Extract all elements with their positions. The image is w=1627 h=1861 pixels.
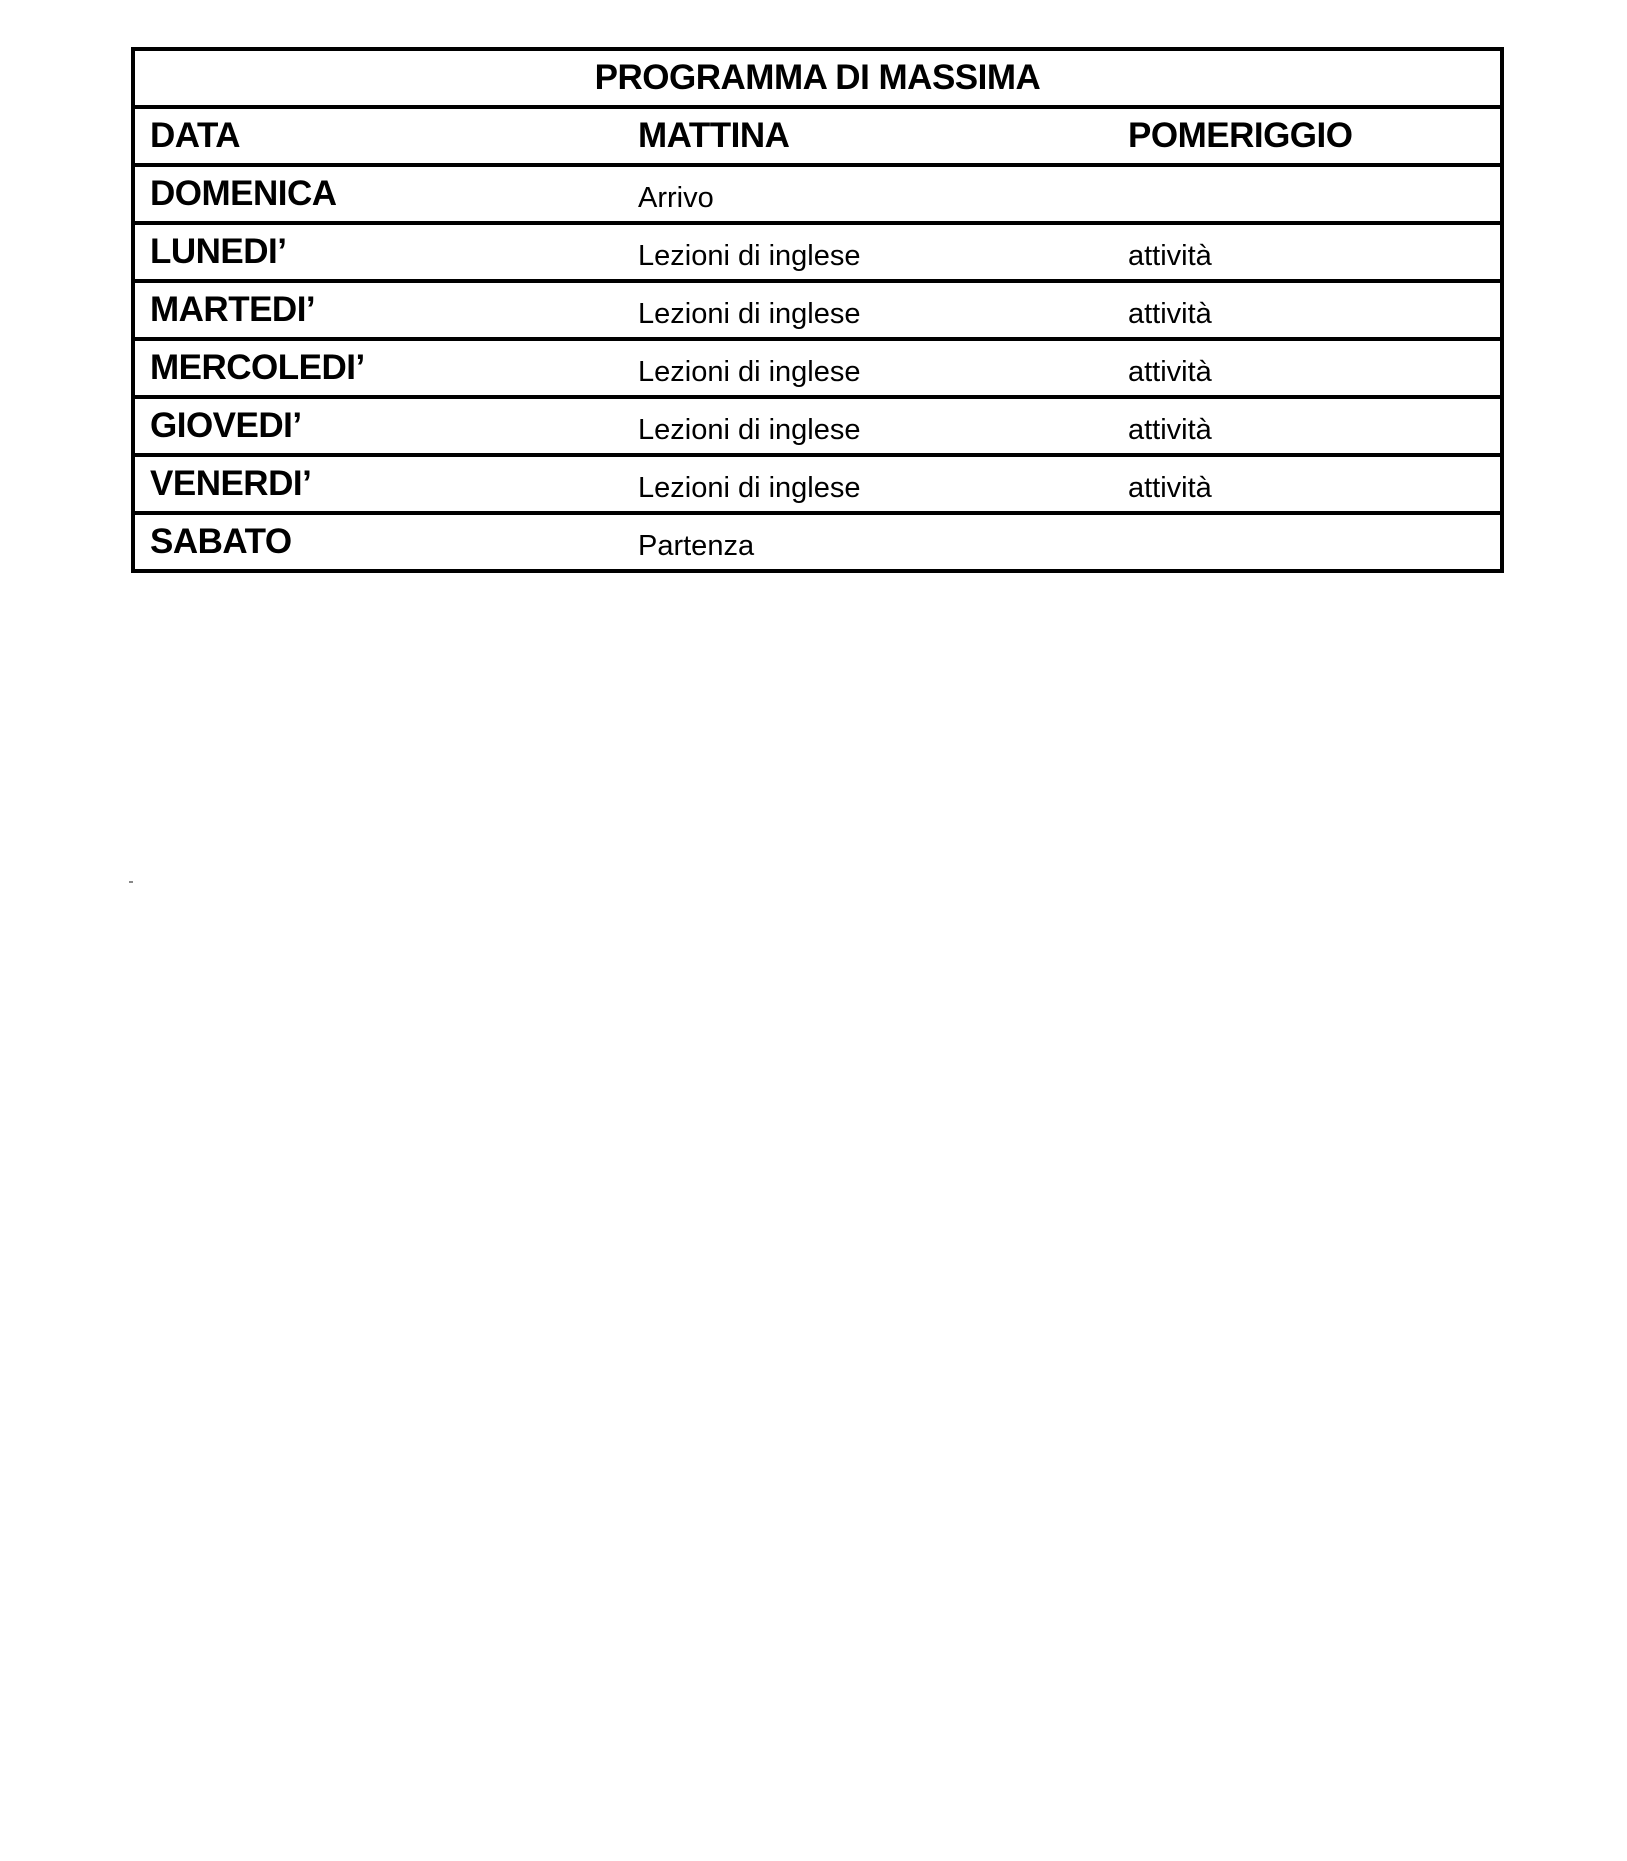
table-row [133, 339, 1502, 397]
pomeriggio-cell: attività [1113, 455, 1502, 513]
pomeriggio-cell [1113, 165, 1502, 223]
table-title: PROGRAMMA DI MASSIMA [133, 49, 1502, 107]
table-row [133, 281, 1502, 339]
mattina-cell: Partenza [623, 513, 1113, 571]
day-cell: VENERDI’ [133, 455, 623, 513]
day-cell: MERCOLEDI’ [133, 339, 623, 397]
table-row [133, 165, 1502, 223]
mattina-cell: Lezioni di inglese [623, 223, 1113, 281]
header-mattina: MATTINA [623, 107, 1113, 165]
schedule-table [131, 47, 1504, 573]
mattina-cell: Lezioni di inglese [623, 455, 1113, 513]
header-pomeriggio: POMERIGGIO [1113, 107, 1502, 165]
pomeriggio-cell [1113, 513, 1502, 571]
mattina-cell: Lezioni di inglese [623, 281, 1113, 339]
day-cell: LUNEDI’ [133, 223, 623, 281]
day-cell: MARTEDI’ [133, 281, 623, 339]
header-data: DATA [133, 107, 623, 165]
pomeriggio-cell: attività [1113, 397, 1502, 455]
pomeriggio-cell: attività [1113, 281, 1502, 339]
table-row [133, 513, 1502, 571]
table-row [133, 223, 1502, 281]
mattina-cell: Arrivo [623, 165, 1113, 223]
day-cell: DOMENICA [133, 165, 623, 223]
mattina-cell: Lezioni di inglese [623, 339, 1113, 397]
mattina-cell: Lezioni di inglese [623, 397, 1113, 455]
day-cell: SABATO [133, 513, 623, 571]
scan-speck [129, 881, 133, 883]
table-title-row [133, 49, 1502, 107]
table-header-row [133, 107, 1502, 165]
table-row [133, 455, 1502, 513]
pomeriggio-cell: attività [1113, 339, 1502, 397]
table-row [133, 397, 1502, 455]
day-cell: GIOVEDI’ [133, 397, 623, 455]
pomeriggio-cell: attività [1113, 223, 1502, 281]
